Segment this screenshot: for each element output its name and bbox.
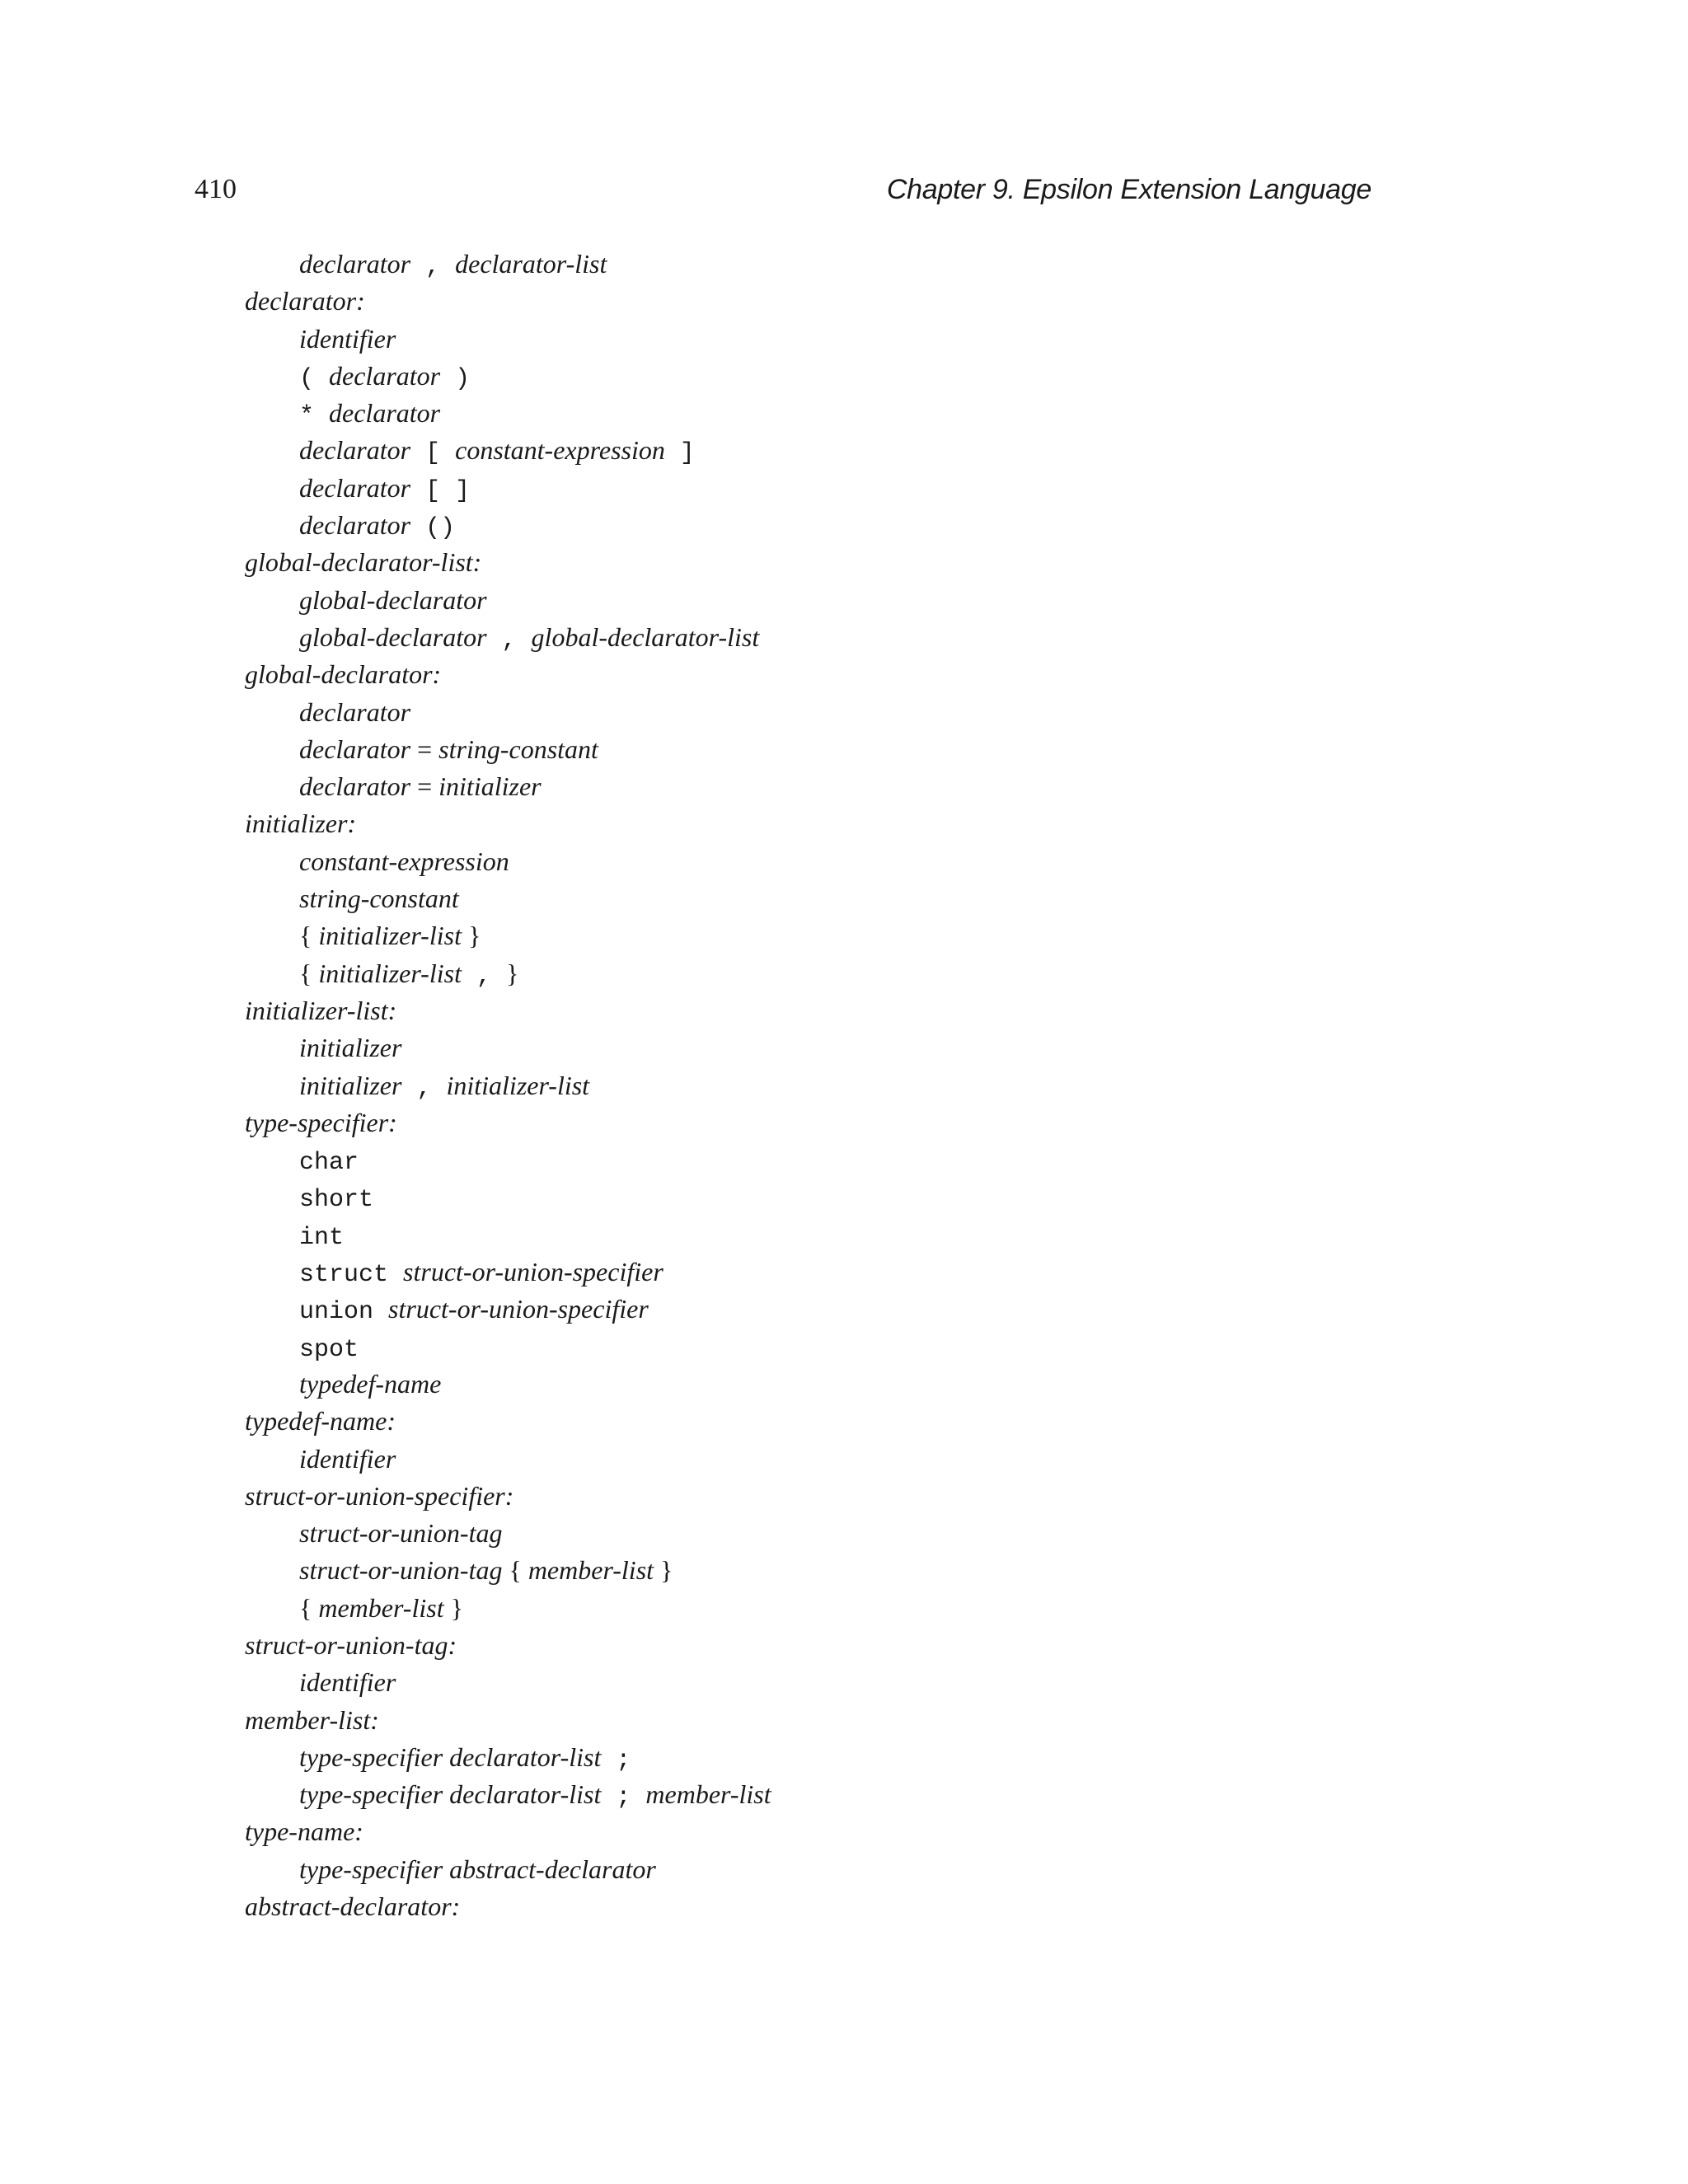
- grammar-production: [0, 1179, 1688, 1216]
- grammar-punctuation: =: [410, 771, 439, 802]
- grammar-symbol: type-name:: [245, 1816, 363, 1847]
- grammar-production: [0, 731, 1688, 768]
- grammar-symbol: member-list: [645, 1779, 771, 1810]
- grammar-symbol: declarator: [299, 249, 411, 279]
- grammar-terminal: short: [299, 1186, 374, 1215]
- grammar-terminal: ): [440, 364, 471, 393]
- grammar-symbol: identifier: [299, 1667, 396, 1698]
- grammar-symbol: identifier: [299, 1443, 396, 1474]
- grammar-terminal: ;: [601, 1783, 646, 1812]
- grammar-symbol: declarator: [299, 696, 411, 727]
- grammar-production: [0, 507, 1688, 544]
- grammar-production: [0, 1329, 1688, 1366]
- grammar-symbol: struct-or-union-tag: [299, 1555, 503, 1586]
- grammar-symbol: constant-expression: [299, 846, 509, 876]
- grammar-nonterminal: [0, 1813, 1688, 1850]
- grammar-terminal: spot: [299, 1335, 359, 1364]
- grammar-symbol: type-specifier:: [245, 1107, 397, 1137]
- grammar-production: [0, 619, 1688, 656]
- grammar-terminal: ,: [410, 253, 456, 281]
- grammar-production: [0, 1739, 1688, 1776]
- grammar-symbol: struct-or-union-specifier: [388, 1294, 649, 1324]
- grammar-terminal: [: [410, 439, 456, 468]
- grammar-production: [0, 395, 1688, 432]
- grammar-terminal: struct: [299, 1261, 404, 1290]
- grammar-symbol: declarator: [329, 398, 441, 429]
- grammar-symbol: declarator: [299, 733, 411, 764]
- grammar-terminal: (: [299, 364, 330, 393]
- grammar-production: [0, 1776, 1688, 1813]
- grammar-production: [0, 1515, 1688, 1552]
- grammar-terminal: int: [299, 1223, 345, 1252]
- grammar-symbol: initializer: [438, 771, 542, 802]
- grammar-nonterminal: [0, 1478, 1688, 1515]
- grammar-symbol: member-list: [318, 1592, 444, 1623]
- grammar-symbol: struct-or-union-tag:: [245, 1629, 457, 1660]
- grammar-production: [0, 1141, 1688, 1179]
- grammar-production: [0, 1552, 1688, 1589]
- grammar-symbol: type-specifier declarator-list: [299, 1779, 602, 1810]
- grammar-symbol: identifier: [299, 323, 396, 354]
- grammar-symbol: abstract-declarator:: [245, 1891, 461, 1922]
- grammar-symbol: global-declarator-list: [531, 621, 760, 652]
- grammar-punctuation: {: [299, 921, 319, 951]
- grammar-punctuation: }: [443, 1592, 463, 1623]
- grammar-symbol: initializer-list: [446, 1070, 590, 1100]
- grammar-production: [0, 1590, 1688, 1627]
- grammar-symbol: type-specifier declarator-list: [299, 1741, 602, 1772]
- grammar-symbol: global-declarator: [299, 584, 487, 615]
- grammar-punctuation: }: [505, 958, 519, 988]
- grammar-symbol: initializer: [299, 1033, 402, 1063]
- grammar-nonterminal: [0, 656, 1688, 693]
- running-head: Chapter 9. Epsilon Extension Language: [886, 174, 1372, 205]
- grammar-symbol: declarator:: [245, 286, 365, 316]
- grammar-production: [0, 1291, 1688, 1328]
- grammar-symbol: declarator: [299, 472, 411, 503]
- grammar-punctuation: =: [410, 733, 439, 764]
- grammar-production: [0, 1441, 1688, 1478]
- grammar-symbol: struct-or-union-specifier:: [245, 1480, 514, 1511]
- grammar-symbol: string-constant: [299, 883, 459, 914]
- grammar-production: [0, 246, 1688, 283]
- grammar-production: [0, 432, 1688, 469]
- page-header: [195, 169, 1372, 210]
- grammar-production: [0, 582, 1688, 619]
- grammar-nonterminal: [0, 283, 1688, 320]
- grammar-nonterminal: [0, 992, 1688, 1029]
- grammar-terminal: union: [299, 1298, 389, 1327]
- grammar-symbol: declarator-list: [455, 249, 607, 279]
- grammar-terminal: ,: [461, 962, 506, 991]
- grammar-punctuation: {: [299, 1592, 319, 1623]
- grammar-terminal: char: [299, 1149, 359, 1178]
- page-number: 410: [195, 174, 237, 204]
- grammar-production: [0, 694, 1688, 731]
- grammar-punctuation: }: [461, 921, 481, 951]
- grammar-production: [0, 768, 1688, 805]
- grammar-production: [0, 1254, 1688, 1291]
- grammar-punctuation: }: [654, 1555, 673, 1586]
- grammar-symbol: typedef-name:: [245, 1406, 396, 1436]
- grammar-production: [0, 880, 1688, 917]
- grammar-symbol: declarator: [329, 360, 441, 391]
- grammar-nonterminal: [0, 1627, 1688, 1664]
- grammar-terminal: [ ]: [410, 476, 471, 505]
- grammar-nonterminal: [0, 805, 1688, 842]
- grammar-symbol: initializer-list:: [245, 995, 397, 1025]
- grammar-symbol: member-list: [528, 1555, 654, 1586]
- grammar-production: [0, 917, 1688, 954]
- grammar-symbol: declarator: [299, 771, 411, 802]
- grammar-production: [0, 843, 1688, 880]
- grammar-production: [0, 1216, 1688, 1254]
- grammar-terminal: ,: [401, 1074, 447, 1103]
- grammar-symbol: initializer-list: [318, 958, 462, 988]
- grammar-symbol: declarator: [299, 510, 411, 541]
- grammar-terminal: *: [299, 402, 330, 431]
- grammar-symbol: global-declarator:: [245, 659, 442, 690]
- grammar-terminal: ;: [601, 1746, 631, 1774]
- grammar-symbol: constant-expression: [455, 435, 665, 466]
- grammar-terminal: (): [410, 514, 456, 543]
- grammar-symbol: struct-or-union-tag: [299, 1518, 503, 1549]
- grammar-symbol: declarator: [299, 435, 411, 466]
- grammar-production: [0, 321, 1688, 358]
- grammar-symbol: global-declarator: [299, 621, 487, 652]
- grammar-symbol: initializer:: [245, 808, 357, 839]
- grammar-nonterminal: [0, 1403, 1688, 1440]
- grammar-punctuation: {: [299, 958, 319, 988]
- grammar-symbol: initializer-list: [318, 921, 462, 951]
- grammar-symbol: member-list:: [245, 1704, 379, 1735]
- grammar-symbol: string-constant: [438, 733, 598, 764]
- grammar-terminal: ,: [486, 626, 532, 654]
- grammar-nonterminal: [0, 1888, 1688, 1925]
- grammar-production: [0, 1851, 1688, 1888]
- grammar-production: [0, 1664, 1688, 1701]
- grammar-symbol: initializer: [299, 1070, 402, 1100]
- grammar-production: [0, 1067, 1688, 1104]
- grammar-production: [0, 1366, 1688, 1403]
- grammar-symbol: struct-or-union-specifier: [403, 1257, 663, 1287]
- grammar-production: [0, 470, 1688, 507]
- grammar-production: [0, 358, 1688, 395]
- grammar-symbol: global-declarator-list:: [245, 547, 482, 578]
- grammar-production: [0, 955, 1688, 992]
- grammar-nonterminal: [0, 544, 1688, 581]
- grammar-nonterminal: [0, 1702, 1688, 1739]
- grammar-punctuation: {: [502, 1555, 528, 1586]
- grammar-nonterminal: [0, 1104, 1688, 1141]
- grammar-symbol: type-specifier abstract-declarator: [299, 1854, 656, 1884]
- grammar-production: [0, 1029, 1688, 1066]
- grammar-listing: [0, 246, 1688, 1925]
- grammar-symbol: typedef-name: [299, 1368, 442, 1399]
- grammar-terminal: ]: [664, 439, 695, 468]
